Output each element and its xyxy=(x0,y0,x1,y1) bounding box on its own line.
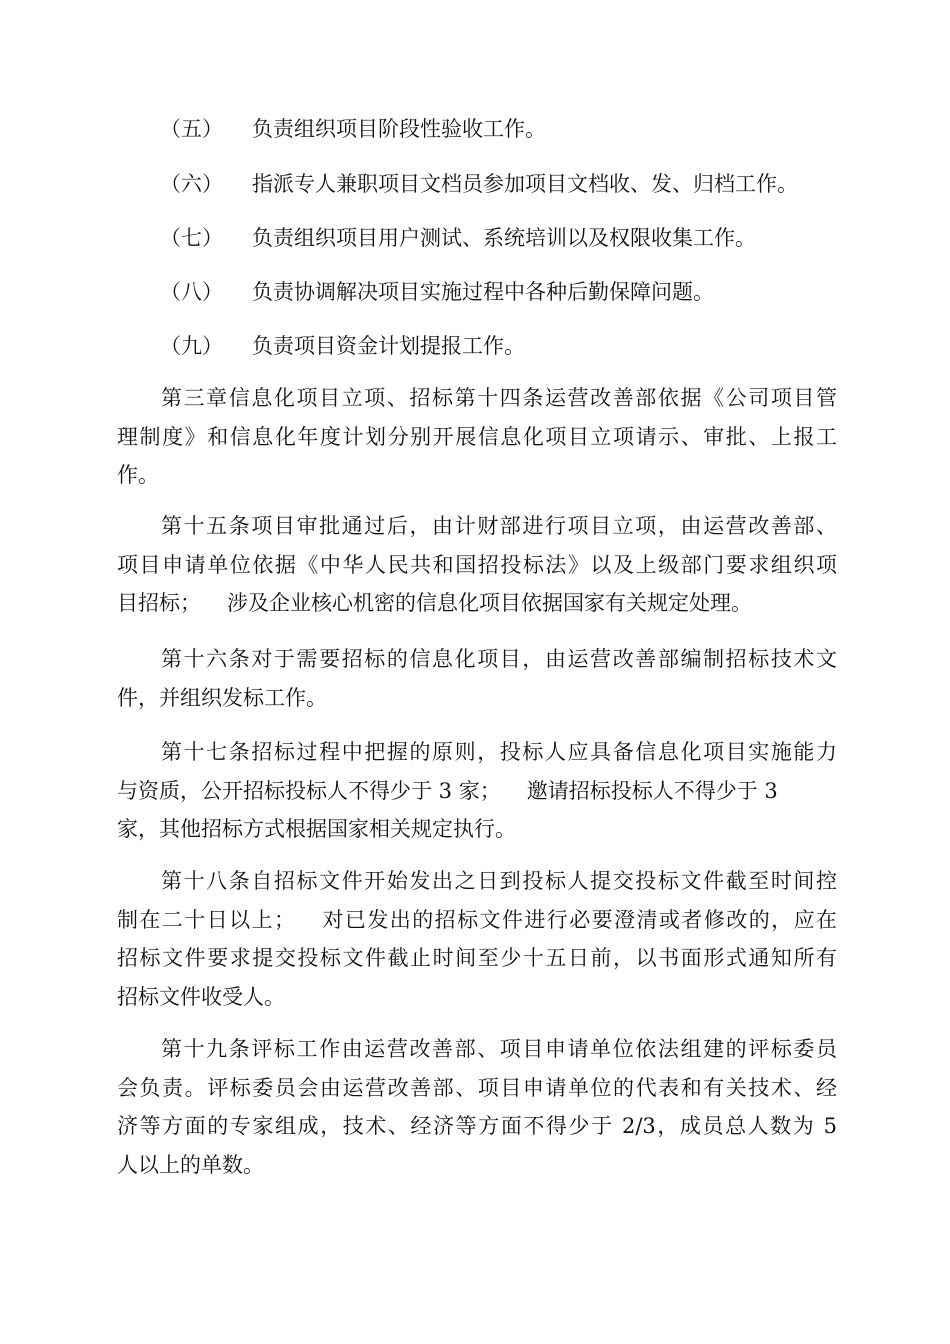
paragraph-line: 第十六条对于需要招标的信息化项目，由运营改善部编制招标技术文 xyxy=(161,647,837,671)
list-item-text: 指派专人兼职项目文档员参加项目文档收、发、归档工作。 xyxy=(252,172,798,196)
list-item-number: （五） xyxy=(160,117,223,141)
list-item-text: 负责协调解决项目实施过程中各种后勤保障问题。 xyxy=(252,280,714,304)
paragraph-line: 项目申请单位依据《中华人民共和国招投标法》以及上级部门要求组织项 xyxy=(117,552,837,577)
list-item-5 xyxy=(160,113,546,145)
paragraph-line: 家，其他招标方式根据国家相关规定执行。 xyxy=(117,817,516,841)
paragraph-segment: 制在二十日以上； xyxy=(117,907,296,932)
paragraph-line: 会负责。评标委员会由运营改善部、项目申请单位的代表和有关技术、经 xyxy=(117,1075,837,1100)
list-item-number: （六） xyxy=(160,172,223,196)
paragraph-line: 招标文件要求提交投标文件截止时间至少十五日前，以书面形式通知所有 xyxy=(117,946,837,970)
list-item-number: （七） xyxy=(160,226,223,250)
paragraph-segment: 对已发出的招标文件进行必要澄清或者修改的，应在 xyxy=(321,907,837,932)
list-item-7 xyxy=(160,222,756,254)
paragraph-line xyxy=(117,901,837,940)
paragraph-line: 作。 xyxy=(117,463,159,487)
paragraph-segment: 邀请招标投标人不得少于 3 xyxy=(526,778,778,803)
list-item-number: （九） xyxy=(160,334,223,358)
paragraph-line: 第十八条自招标文件开始发出之日到投标人提交投标文件截至时间控 xyxy=(161,869,837,893)
paragraph-chapter-3-article-14 xyxy=(117,379,837,495)
paragraph-article-17 xyxy=(117,733,837,849)
paragraph-line: 第十五条项目审批通过后，由计财部进行项目立项，由运营改善部、 xyxy=(161,514,837,538)
list-item-6 xyxy=(160,168,798,200)
paragraph-line: 济等方面的专家组成，技术、经济等方面不得少于 2/3，成员总人数为 5 xyxy=(117,1114,837,1138)
paragraph-line: 招标文件收受人。 xyxy=(117,984,285,1009)
paragraph-article-18 xyxy=(117,862,837,1016)
paragraph-line: 人以上的单数。 xyxy=(117,1152,264,1177)
paragraph-article-15 xyxy=(117,507,837,623)
list-item-text: 负责组织项目阶段性验收工作。 xyxy=(252,117,546,141)
paragraph-line: 件，并组织发标工作。 xyxy=(117,685,327,710)
paragraph-line: 第十九条评标工作由运营改善部、项目申请单位依法组建的评标委员 xyxy=(161,1037,837,1061)
paragraph-segment: 涉及企业核心机密的信息化项目依据国家有关规定处理。 xyxy=(227,591,752,615)
list-item-text: 负责组织项目用户测试、系统培训以及权限收集工作。 xyxy=(252,226,756,250)
list-item-text: 负责项目资金计划提报工作。 xyxy=(252,334,525,358)
paragraph-line: 第三章信息化项目立项、招标第十四条运营改善部依据《公司项目管 xyxy=(161,386,837,410)
paragraph-segment: 与资质，公开招标投标人不得少于 3 家； xyxy=(117,778,501,803)
paragraph-line xyxy=(117,584,837,623)
list-item-8 xyxy=(160,276,714,308)
list-item-number: （八） xyxy=(160,280,223,304)
list-item-9 xyxy=(160,330,525,362)
paragraph-segment: 目招标； xyxy=(117,591,201,615)
paragraph-article-19 xyxy=(117,1030,837,1184)
paragraph-line: 第十七条招标过程中把握的原则，投标人应具备信息化项目实施能力 xyxy=(161,740,837,764)
paragraph-line: 理制度》和信息化年度计划分别开展信息化项目立项请示、审批、上报工 xyxy=(117,424,837,449)
paragraph-line xyxy=(117,772,837,811)
paragraph-article-16 xyxy=(117,640,837,717)
